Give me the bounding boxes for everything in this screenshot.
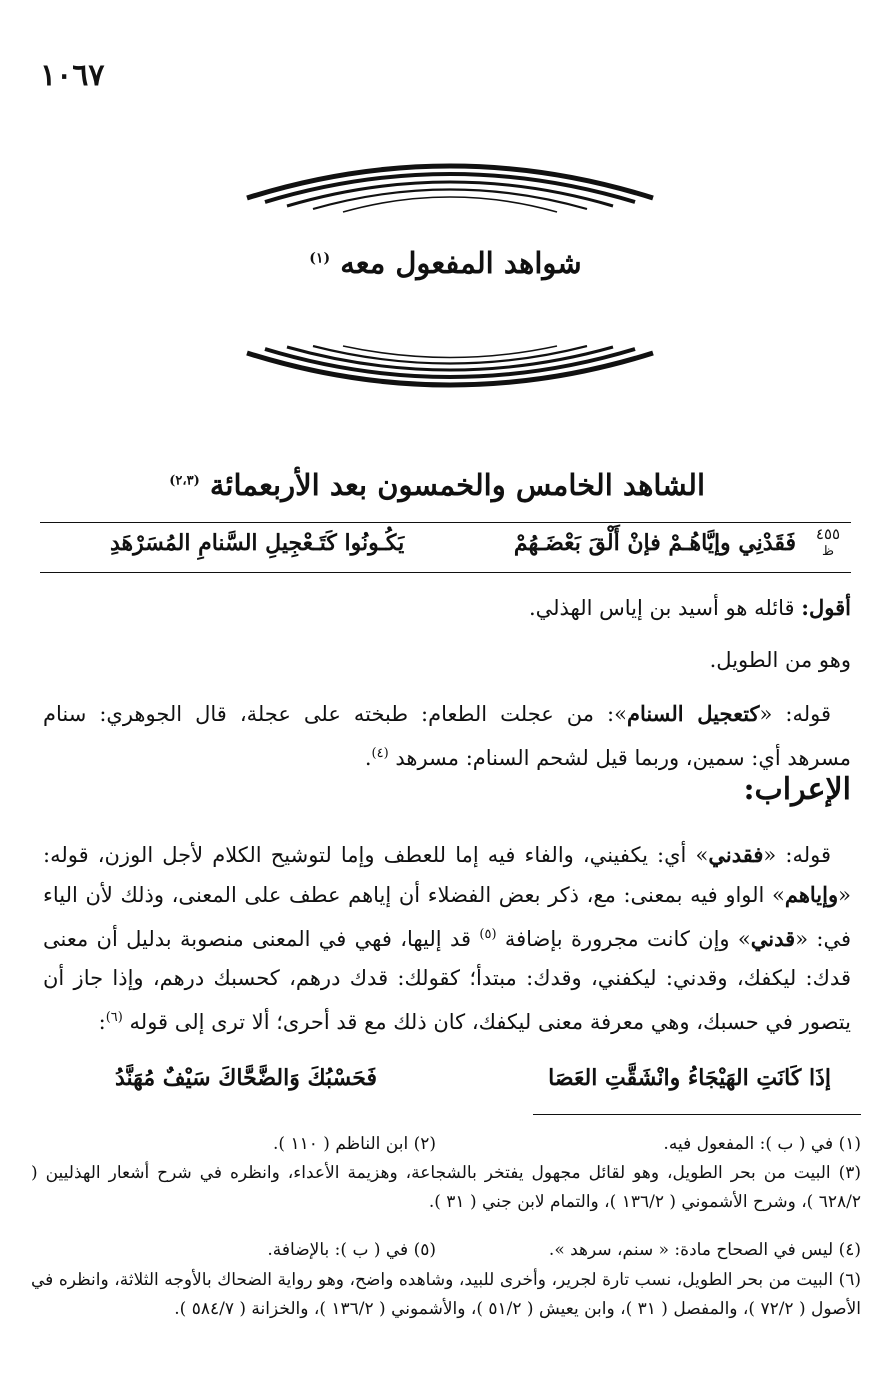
chapter-title xyxy=(0,246,891,280)
irab-1g: » وإن كانت مجرورة بإضافة xyxy=(504,927,751,951)
verse-second-hemistich: يَكُـونُوا كَتَـعْجِيلِ السَّنامِ المُسَرْهَدِ xyxy=(110,530,405,556)
irab-1c: » أي: يكفيني، والفاء فيه إما للعطف وإما لتوشيح الكلام لأجل الوزن، قوله: « xyxy=(43,843,851,907)
chapter-footnote-ref: (١) xyxy=(309,250,331,267)
ornament-top-icon xyxy=(243,150,657,220)
para1-text: قائله هو أسيد بن إياس الهذلي. xyxy=(528,596,795,620)
irab-1i: قد إليها، فهي في المعنى منصوبة بدليل أن معنى قدك: ليكفك، وقدني: ليكفني، وقدك: مبتدأ؛ كقولك: قدك درهم، كحسبك درهم، وإذا جاز أن يتصور في حسبك، وهي معرفة معنى ليكفك، كان ذلك مع قد أحرى؛ ألا ترى إلى قوله xyxy=(43,927,851,1034)
verse-number xyxy=(806,526,850,560)
para3-term: كتعجيل السنام xyxy=(626,701,760,726)
para3-ref: (٤) xyxy=(371,746,389,761)
witness-title xyxy=(169,468,705,502)
para3-end: . xyxy=(364,746,372,770)
ornament-bottom-icon xyxy=(243,345,657,415)
para3-lead: قوله: « xyxy=(759,702,832,726)
irab-1d: وإياهم xyxy=(784,882,839,907)
verse-number-value: ٤٥٥ xyxy=(815,525,841,543)
para1-lead: أقول: xyxy=(801,595,851,620)
irab-1e: » الواو فيه بمعنى: مع، ذكر بعض الفضلاء أن إياهم عطف على المعنى، وذلك لأن الياء في: « xyxy=(43,883,851,951)
irab-1k: : xyxy=(98,1010,106,1034)
verse2-second-hemistich: فَحَسْبُكَ وَالضَّحَّاكَ سَيْفٌ مُهَنَّدُ xyxy=(115,1065,378,1091)
footnote-5: (٥) في ( ب ): بالإضافة. xyxy=(267,1240,436,1260)
witness-title-text: الشاهد الخامس والخمسون بعد الأربعمائة xyxy=(209,468,705,502)
footnote-1: (١) في ( ب ): المفعول فيه. xyxy=(663,1134,861,1154)
section-heading: الإعراب: xyxy=(743,772,851,807)
irab-1b: فقدني xyxy=(708,842,764,867)
paragraph-irab xyxy=(43,835,851,1042)
footnote-row-2 xyxy=(31,1236,861,1265)
verse-mark: ظ xyxy=(821,544,835,559)
footnote-2: (٢) ابن الناظم ( ١١٠ ). xyxy=(273,1134,436,1154)
footnote-4: (٤) ليس في الصحاح مادة: « سنم، سرهد ». xyxy=(548,1240,861,1260)
footnote-row-1 xyxy=(31,1130,861,1159)
footnote-separator xyxy=(533,1114,861,1115)
verse-first-hemistich: فَقَدْنِي وإيَّاهُـمْ فإنْ أَلْقَ بَعْضَـهُمْ xyxy=(513,530,796,556)
verse-bottom-rule xyxy=(40,572,851,573)
para2-text: وهو من الطويل. xyxy=(709,648,851,672)
verse2-first-hemistich: إذَا كَانَتِ الهَيْجَاءُ وانْشَقَّتِ العَصَا xyxy=(548,1065,831,1091)
irab-1j: (٦) xyxy=(105,1010,123,1025)
page-number: ١٠٦٧ xyxy=(40,58,105,93)
paragraph-author xyxy=(43,588,851,628)
irab-1h: (٥) xyxy=(479,927,497,942)
paragraph-vocab xyxy=(43,694,851,778)
footnote-3: (٣) البيت من بحر الطويل، وهو لقائل مجهول يفتخر بالشجاعة، وهزيمة الأعداء، وانظره في شرح أشعار الهذليين ( ٦٢٨/٢ )، وشرح الأشموني ( ١٣٦/٢ )، والتمام لابن جني ( ٣١ ). xyxy=(31,1163,861,1212)
witness-footnote-ref: (٢،٣) xyxy=(169,473,200,489)
irab-1a: قوله: « xyxy=(763,843,831,867)
footnote-6: (٦) البيت من بحر الطويل، نسب تارة لجرير، وأخرى للبيد، وشاهده واضح، وهو رواية الضحاك بالأوجه الثلاثة، وانظره في الأصول ( ٧٢/٢ )، والمفصل ( ٣١ )، وابن يعيش ( ٥١/٢ )، والأشموني ( ١٣٦/٢ )، والخزانة ( ٥٨٤/٧ ). xyxy=(31,1270,861,1319)
chapter-title-text: شواهد المفعول معه xyxy=(340,246,582,280)
irab-1f: قدني xyxy=(750,926,796,951)
verse-top-rule xyxy=(40,522,851,523)
para3-text: »: من عجلت الطعام: طبخته على عجلة، قال الجوهري: سنام مسرهد أي: سمين، وربما قيل لشحم السنام: مسرهد xyxy=(43,702,851,770)
paragraph-meter xyxy=(43,641,851,680)
